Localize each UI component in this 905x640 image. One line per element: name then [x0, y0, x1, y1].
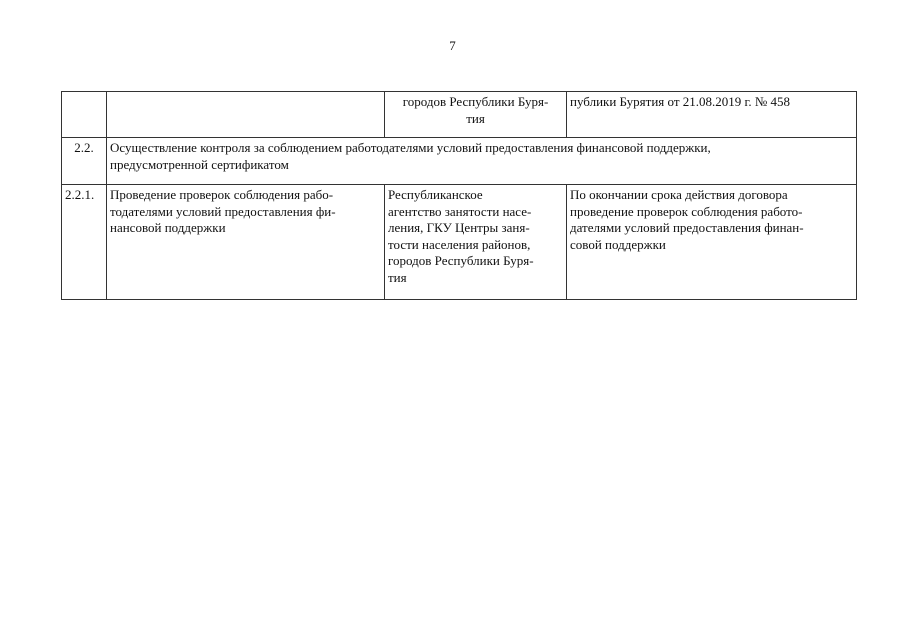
- section-number: 2.2.: [62, 138, 107, 185]
- activity-cell: [107, 185, 385, 300]
- measures-table: [61, 91, 857, 300]
- table-row-continuation: [62, 92, 857, 138]
- note-line: дателями условий предоставления финан-: [570, 220, 804, 235]
- responsible-cell: [385, 185, 567, 300]
- note-line: проведение проверок соблюдения работо-: [570, 203, 803, 219]
- note-cell: публики Бурятия от 21.08.2019 г. № 458: [567, 92, 857, 138]
- table-row-item: [62, 185, 857, 300]
- activity-cell: [107, 92, 385, 138]
- activity-line: Проведение проверок соблюдения рабо-: [110, 187, 334, 202]
- responsible-line: агентство занятости насе-: [388, 203, 532, 219]
- responsible-line: тости населения районов,: [388, 236, 531, 252]
- responsible-line: городов Республики Буря-: [402, 94, 549, 109]
- section-title-cell: [107, 138, 857, 185]
- note-line: По окончании срока действия договора: [570, 187, 788, 202]
- item-number: 2.2.1.: [62, 185, 107, 300]
- responsible-line: ления, ГКУ Центры заня-: [388, 220, 530, 235]
- note-cell: [567, 185, 857, 300]
- responsible-line: Республиканское: [388, 187, 483, 202]
- responsible-line: тия: [388, 269, 407, 285]
- activity-line: тодателями условий предоставления фи-: [110, 203, 336, 219]
- section-title-line: Осуществление контроля за соблюдением работодателями условий предоставления финансовой поддержки,: [110, 140, 711, 155]
- section-title-line: предусмотренной сертификатом: [110, 156, 289, 172]
- page-number: 7: [449, 38, 456, 53]
- note-line: совой поддержки: [570, 236, 666, 252]
- activity-line: нансовой поддержки: [110, 220, 226, 235]
- responsible-line: тия: [466, 110, 485, 126]
- responsible-cell: [385, 92, 567, 138]
- table-row-section: [62, 138, 857, 185]
- responsible-line: городов Республики Буря-: [388, 253, 534, 268]
- number-cell: [62, 92, 107, 138]
